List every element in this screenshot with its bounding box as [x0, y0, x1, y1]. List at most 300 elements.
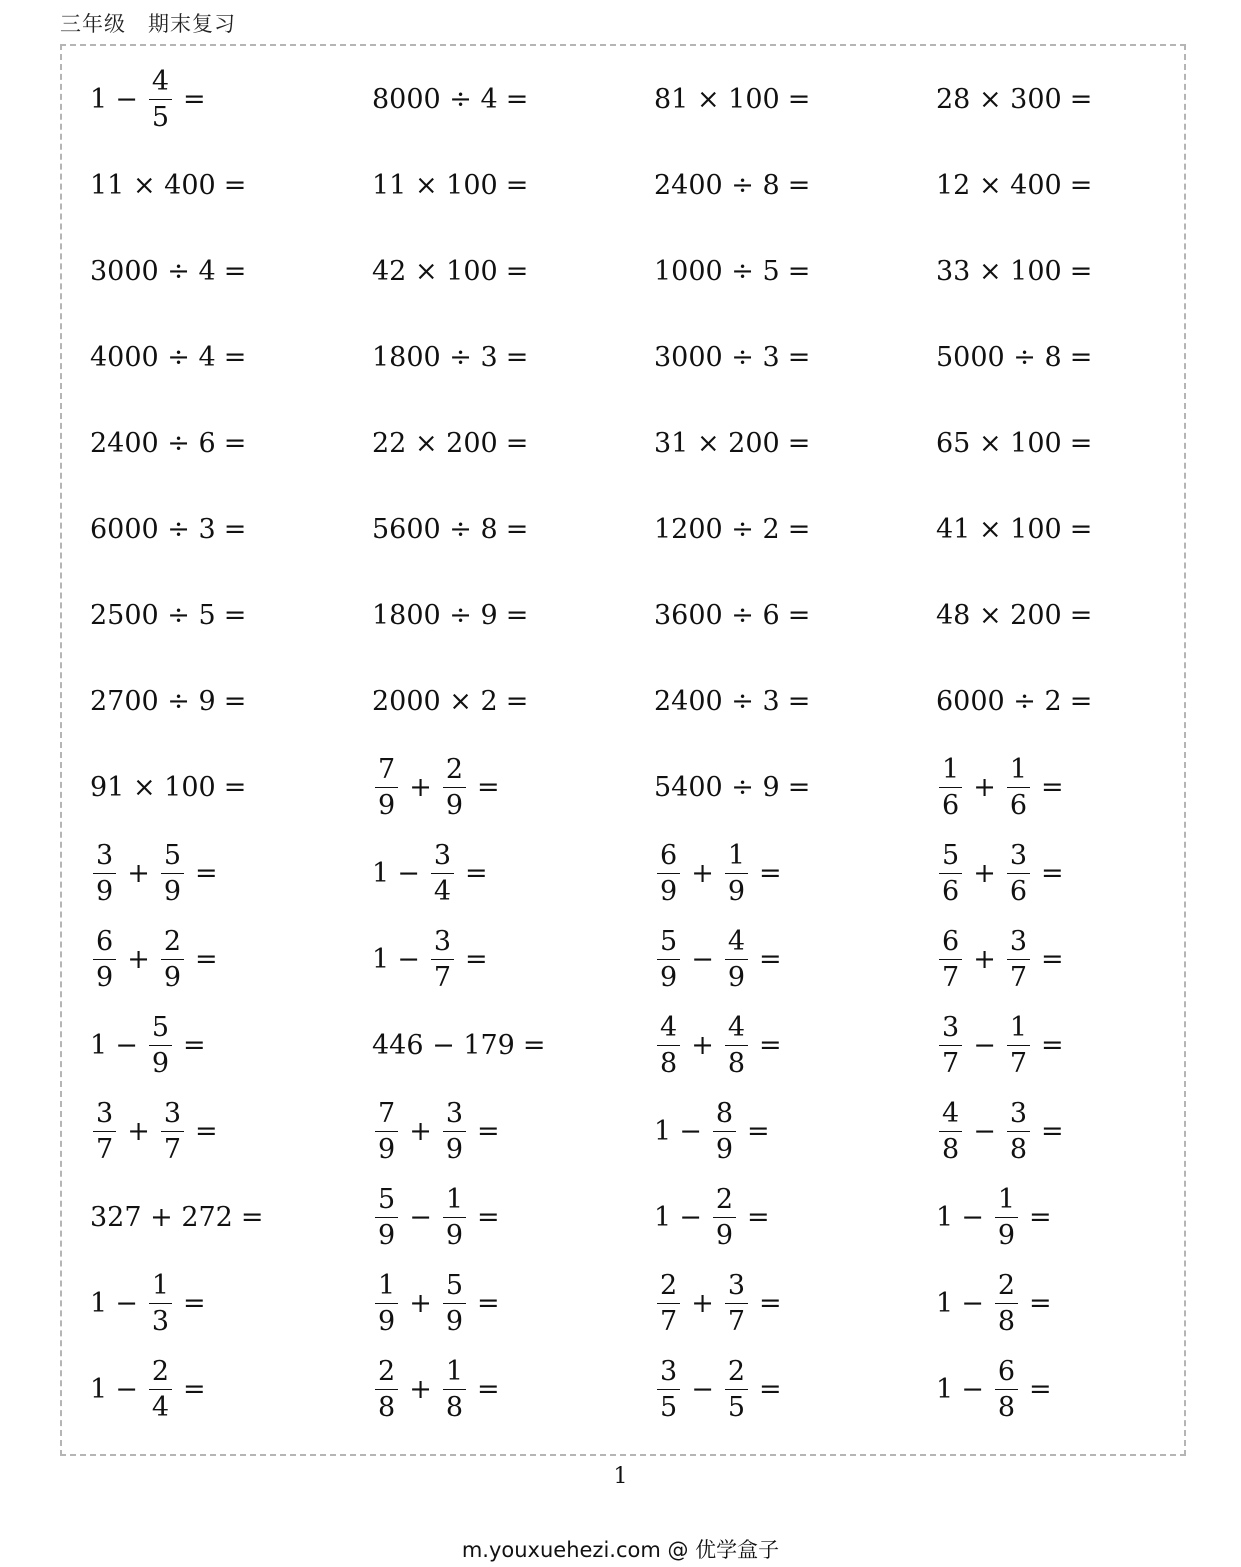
fraction [443, 753, 466, 821]
fraction [725, 839, 748, 907]
fraction-denominator: 8 [445, 1391, 463, 1423]
fraction [443, 1183, 466, 1251]
fraction-numerator: 3 [939, 1014, 962, 1046]
equals-sign: = [223, 255, 247, 287]
equals-sign: = [195, 943, 218, 975]
problem-cell [936, 572, 1218, 658]
fraction [1007, 1097, 1030, 1165]
fraction-denominator: 6 [942, 875, 960, 907]
fraction-numerator: 5 [939, 842, 962, 874]
fraction-denominator: 7 [942, 961, 960, 993]
expression-text: 11 × 400 [90, 169, 216, 201]
problem-cell [936, 1174, 1218, 1260]
fraction-numerator: 1 [1007, 756, 1030, 788]
equals-sign: = [465, 943, 488, 975]
fraction-denominator: 9 [715, 1219, 733, 1251]
fraction [1007, 925, 1030, 993]
fraction-numerator: 6 [657, 842, 680, 874]
fraction-numerator: 3 [431, 842, 454, 874]
expression-text: 11 × 100 [372, 169, 498, 201]
equals-sign: = [1029, 1201, 1052, 1233]
fraction-denominator: 7 [433, 961, 451, 993]
equals-sign: = [505, 599, 529, 631]
expression-text: 5000 ÷ 8 [936, 341, 1062, 373]
problem-cell [654, 400, 936, 486]
fraction [939, 839, 962, 907]
operator: − [973, 1115, 996, 1147]
fraction-denominator: 8 [1009, 1133, 1027, 1165]
problem-cell [936, 830, 1218, 916]
problem-cell [372, 1346, 654, 1432]
expression-text: 1 [654, 1201, 672, 1233]
fraction-denominator: 9 [997, 1219, 1015, 1251]
expression-text: 12 × 400 [936, 169, 1062, 201]
equals-sign: = [505, 255, 529, 287]
expression-text: 6000 ÷ 3 [90, 513, 216, 545]
fraction-denominator: 9 [163, 961, 181, 993]
fraction-denominator: 5 [727, 1391, 745, 1423]
fraction-denominator: 4 [433, 875, 451, 907]
fraction-numerator: 4 [939, 1100, 962, 1132]
fraction [657, 839, 680, 907]
expression-text: 1 [372, 943, 390, 975]
expression-text: 446 − 179 [372, 1029, 515, 1061]
operator: + [973, 943, 996, 975]
fraction [93, 925, 116, 993]
fraction-denominator: 9 [727, 875, 745, 907]
fraction [1007, 1011, 1030, 1079]
problem-cell [372, 1088, 654, 1174]
fraction [939, 1011, 962, 1079]
operator: − [961, 1373, 984, 1405]
equals-sign: = [477, 1115, 500, 1147]
fraction [725, 925, 748, 993]
fraction-denominator: 9 [96, 961, 114, 993]
worksheet-title: 三年级 期末复习 [60, 12, 236, 36]
fraction [725, 1011, 748, 1079]
expression-text: 327 + 272 [90, 1201, 233, 1233]
fraction-numerator: 5 [657, 928, 680, 960]
equals-sign: = [787, 685, 811, 717]
fraction [657, 925, 680, 993]
fraction [161, 839, 184, 907]
fraction [995, 1183, 1018, 1251]
expression-text: 1 [936, 1287, 954, 1319]
operator: − [397, 857, 420, 889]
problem-cell [654, 658, 936, 744]
problem-cell [372, 228, 654, 314]
expression-text: 1 [90, 1287, 108, 1319]
fraction-denominator: 6 [1009, 789, 1027, 821]
problem-cell [654, 142, 936, 228]
operator: − [973, 1029, 996, 1061]
equals-sign: = [759, 857, 782, 889]
equals-sign: = [1041, 1029, 1064, 1061]
equals-sign: = [477, 771, 500, 803]
equals-sign: = [787, 513, 811, 545]
problem-cell [90, 1346, 372, 1432]
expression-text: 2400 ÷ 8 [654, 169, 780, 201]
problem-cell [654, 486, 936, 572]
operator: + [409, 1287, 432, 1319]
problem-cell [654, 1260, 936, 1346]
problem-cell [936, 1346, 1218, 1432]
fraction-denominator: 7 [660, 1305, 678, 1337]
problem-cell [372, 572, 654, 658]
fraction-numerator: 3 [1007, 1100, 1030, 1132]
problem-cell [90, 1174, 372, 1260]
problem-cell [372, 142, 654, 228]
problem-grid [90, 56, 1220, 1432]
equals-sign: = [183, 83, 206, 115]
fraction-numerator: 7 [375, 756, 398, 788]
fraction [995, 1355, 1018, 1423]
equals-sign: = [1069, 427, 1093, 459]
fraction [431, 925, 454, 993]
expression-text: 48 × 200 [936, 599, 1062, 631]
fraction-denominator: 9 [378, 789, 396, 821]
fraction-denominator: 7 [942, 1047, 960, 1079]
problem-cell [372, 56, 654, 142]
problem-cell [372, 1260, 654, 1346]
expression-text: 2700 ÷ 9 [90, 685, 216, 717]
fraction-denominator: 6 [1009, 875, 1027, 907]
expression-text: 31 × 200 [654, 427, 780, 459]
fraction [443, 1355, 466, 1423]
expression-text: 3600 ÷ 6 [654, 599, 780, 631]
fraction-numerator: 5 [443, 1272, 466, 1304]
fraction-denominator: 9 [660, 961, 678, 993]
fraction-denominator: 8 [660, 1047, 678, 1079]
problem-cell [936, 1260, 1218, 1346]
equals-sign: = [1041, 943, 1064, 975]
fraction-numerator: 8 [713, 1100, 736, 1132]
equals-sign: = [1041, 857, 1064, 889]
fraction-numerator: 6 [939, 928, 962, 960]
operator: − [691, 943, 714, 975]
equals-sign: = [477, 1287, 500, 1319]
fraction [995, 1269, 1018, 1337]
problem-cell [90, 314, 372, 400]
problem-cell [936, 658, 1218, 744]
equals-sign: = [505, 83, 529, 115]
equals-sign: = [505, 685, 529, 717]
fraction [713, 1183, 736, 1251]
expression-text: 1200 ÷ 2 [654, 513, 780, 545]
operator: − [961, 1287, 984, 1319]
expression-text: 8000 ÷ 4 [372, 83, 498, 115]
fraction-numerator: 2 [149, 1358, 172, 1390]
fraction-numerator: 3 [93, 1100, 116, 1132]
expression-text: 1800 ÷ 9 [372, 599, 498, 631]
fraction [375, 1355, 398, 1423]
equals-sign: = [747, 1115, 770, 1147]
problem-cell [90, 56, 372, 142]
equals-sign: = [787, 255, 811, 287]
equals-sign: = [183, 1373, 206, 1405]
expression-text: 22 × 200 [372, 427, 498, 459]
fraction [375, 1269, 398, 1337]
fraction [443, 1097, 466, 1165]
problem-cell [654, 56, 936, 142]
fraction-denominator: 5 [660, 1391, 678, 1423]
fraction-denominator: 7 [727, 1305, 745, 1337]
fraction [657, 1011, 680, 1079]
fraction-numerator: 2 [725, 1358, 748, 1390]
fraction-denominator: 9 [96, 875, 114, 907]
problem-cell [936, 400, 1218, 486]
expression-text: 1800 ÷ 3 [372, 341, 498, 373]
equals-sign: = [787, 83, 811, 115]
fraction [149, 1011, 172, 1079]
operator: + [973, 771, 996, 803]
expression-text: 3000 ÷ 4 [90, 255, 216, 287]
equals-sign: = [223, 685, 247, 717]
operator: + [127, 1115, 150, 1147]
fraction-numerator: 1 [1007, 1014, 1030, 1046]
fraction [657, 1269, 680, 1337]
equals-sign: = [183, 1029, 206, 1061]
fraction [725, 1355, 748, 1423]
expression-text: 1000 ÷ 5 [654, 255, 780, 287]
problem-cell [654, 1346, 936, 1432]
problem-cell [90, 1260, 372, 1346]
equals-sign: = [505, 341, 529, 373]
fraction-numerator: 4 [725, 928, 748, 960]
equals-sign: = [505, 169, 529, 201]
fraction-denominator: 7 [96, 1133, 114, 1165]
fraction-numerator: 4 [149, 68, 172, 100]
fraction-numerator: 3 [431, 928, 454, 960]
fraction-denominator: 7 [1009, 1047, 1027, 1079]
expression-text: 33 × 100 [936, 255, 1062, 287]
expression-text: 3000 ÷ 3 [654, 341, 780, 373]
problem-cell [90, 572, 372, 658]
fraction [443, 1269, 466, 1337]
equals-sign: = [787, 599, 811, 631]
fraction-numerator: 2 [995, 1272, 1018, 1304]
expression-text: 81 × 100 [654, 83, 780, 115]
problem-cell [372, 658, 654, 744]
fraction-denominator: 4 [151, 1391, 169, 1423]
problem-cell [90, 830, 372, 916]
expression-text: 91 × 100 [90, 771, 216, 803]
equals-sign: = [223, 341, 247, 373]
fraction-numerator: 5 [375, 1186, 398, 1218]
page-number: 1 [613, 1464, 628, 1489]
equals-sign: = [1069, 513, 1093, 545]
fraction-numerator: 4 [725, 1014, 748, 1046]
expression-text: 42 × 100 [372, 255, 498, 287]
fraction-denominator: 3 [151, 1305, 169, 1337]
problem-cell [372, 314, 654, 400]
fraction-numerator: 1 [149, 1272, 172, 1304]
operator: − [115, 83, 138, 115]
equals-sign: = [787, 341, 811, 373]
operator: − [679, 1115, 702, 1147]
expression-text: 5600 ÷ 8 [372, 513, 498, 545]
equals-sign: = [505, 513, 529, 545]
equals-sign: = [223, 599, 247, 631]
operator: + [409, 1373, 432, 1405]
equals-sign: = [759, 1287, 782, 1319]
operator: + [409, 771, 432, 803]
fraction-numerator: 1 [375, 1272, 398, 1304]
equals-sign: = [747, 1201, 770, 1233]
operator: + [691, 857, 714, 889]
fraction-denominator: 9 [151, 1047, 169, 1079]
expression-text: 2400 ÷ 6 [90, 427, 216, 459]
fraction [1007, 839, 1030, 907]
expression-text: 6000 ÷ 2 [936, 685, 1062, 717]
problem-cell [90, 486, 372, 572]
problem-cell [936, 314, 1218, 400]
fraction-denominator: 8 [727, 1047, 745, 1079]
expression-text: 1 [90, 1029, 108, 1061]
expression-text: 2000 × 2 [372, 685, 498, 717]
operator: − [115, 1029, 138, 1061]
equals-sign: = [1069, 169, 1093, 201]
problem-cell [936, 1002, 1218, 1088]
equals-sign: = [195, 857, 218, 889]
operator: − [691, 1373, 714, 1405]
fraction [93, 1097, 116, 1165]
equals-sign: = [223, 771, 247, 803]
fraction [431, 839, 454, 907]
fraction-numerator: 3 [725, 1272, 748, 1304]
operator: − [115, 1373, 138, 1405]
fraction [1007, 753, 1030, 821]
problem-cell [372, 486, 654, 572]
expression-text: 1 [90, 1373, 108, 1405]
equals-sign: = [240, 1201, 264, 1233]
expression-text: 65 × 100 [936, 427, 1062, 459]
equals-sign: = [1069, 685, 1093, 717]
equals-sign: = [223, 513, 247, 545]
problem-cell [90, 1088, 372, 1174]
equals-sign: = [1069, 83, 1093, 115]
expression-text: 5400 ÷ 9 [654, 771, 780, 803]
expression-text: 1 [936, 1201, 954, 1233]
problem-cell [654, 744, 936, 830]
fraction [149, 1269, 172, 1337]
fraction [161, 1097, 184, 1165]
expression-text: 28 × 300 [936, 83, 1062, 115]
problem-cell [90, 658, 372, 744]
fraction-denominator: 8 [378, 1391, 396, 1423]
fraction-numerator: 1 [725, 842, 748, 874]
fraction-denominator: 9 [163, 875, 181, 907]
expression-text: 1 [372, 857, 390, 889]
fraction-numerator: 1 [995, 1186, 1018, 1218]
expression-text: 2500 ÷ 5 [90, 599, 216, 631]
fraction-numerator: 6 [995, 1358, 1018, 1390]
fraction-numerator: 2 [375, 1358, 398, 1390]
fraction-denominator: 9 [445, 1133, 463, 1165]
fraction-denominator: 9 [727, 961, 745, 993]
fraction-numerator: 2 [161, 928, 184, 960]
problem-cell [654, 916, 936, 1002]
equals-sign: = [1029, 1287, 1052, 1319]
fraction-denominator: 9 [715, 1133, 733, 1165]
fraction [93, 839, 116, 907]
fraction [149, 65, 172, 133]
fraction [375, 753, 398, 821]
fraction-numerator: 4 [657, 1014, 680, 1046]
problem-cell [372, 400, 654, 486]
fraction-numerator: 1 [443, 1186, 466, 1218]
fraction-numerator: 7 [375, 1100, 398, 1132]
fraction-numerator: 3 [161, 1100, 184, 1132]
fraction-numerator: 1 [939, 756, 962, 788]
fraction [939, 753, 962, 821]
fraction-numerator: 3 [1007, 842, 1030, 874]
expression-text: 1 [90, 83, 108, 115]
problem-cell [372, 744, 654, 830]
expression-text: 41 × 100 [936, 513, 1062, 545]
fraction-numerator: 5 [161, 842, 184, 874]
problem-cell [936, 56, 1218, 142]
operator: + [127, 943, 150, 975]
fraction-denominator: 5 [151, 101, 169, 133]
fraction [375, 1183, 398, 1251]
equals-sign: = [183, 1287, 206, 1319]
problem-cell [936, 1088, 1218, 1174]
problem-cell [372, 1174, 654, 1260]
problem-cell [90, 400, 372, 486]
equals-sign: = [223, 427, 247, 459]
operator: + [127, 857, 150, 889]
problem-cell [654, 572, 936, 658]
operator: + [691, 1287, 714, 1319]
problem-cell [936, 916, 1218, 1002]
expression-text: 1 [654, 1115, 672, 1147]
fraction [939, 925, 962, 993]
problem-cell [90, 916, 372, 1002]
fraction-numerator: 3 [1007, 928, 1030, 960]
fraction-denominator: 9 [378, 1305, 396, 1337]
problem-cell [90, 228, 372, 314]
fraction-denominator: 9 [378, 1133, 396, 1165]
problem-cell [936, 744, 1218, 830]
operator: + [973, 857, 996, 889]
equals-sign: = [477, 1373, 500, 1405]
fraction-numerator: 2 [657, 1272, 680, 1304]
equals-sign: = [1029, 1373, 1052, 1405]
fraction-numerator: 1 [443, 1358, 466, 1390]
expression-text: 4000 ÷ 4 [90, 341, 216, 373]
equals-sign: = [522, 1029, 546, 1061]
fraction-denominator: 9 [660, 875, 678, 907]
fraction-denominator: 6 [942, 789, 960, 821]
equals-sign: = [1041, 771, 1064, 803]
fraction-numerator: 3 [443, 1100, 466, 1132]
expression-text: 1 [936, 1373, 954, 1405]
fraction [713, 1097, 736, 1165]
equals-sign: = [477, 1201, 500, 1233]
fraction [939, 1097, 962, 1165]
operator: − [397, 943, 420, 975]
equals-sign: = [1069, 599, 1093, 631]
problem-cell [654, 830, 936, 916]
operator: − [115, 1287, 138, 1319]
equals-sign: = [787, 771, 811, 803]
equals-sign: = [1069, 341, 1093, 373]
equals-sign: = [787, 427, 811, 459]
problem-cell [654, 1174, 936, 1260]
fraction-numerator: 2 [713, 1186, 736, 1218]
equals-sign: = [1041, 1115, 1064, 1147]
